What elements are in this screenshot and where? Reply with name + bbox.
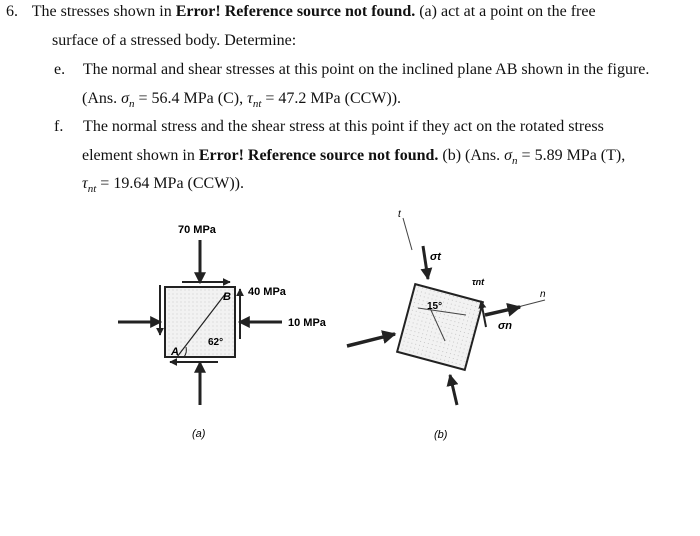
tau-subscript-f: nt <box>87 183 97 196</box>
label-sigma-t: σt <box>430 251 441 263</box>
problem-line-1 <box>6 2 596 22</box>
part-f-line-2 <box>82 146 625 171</box>
problem-number: 6. <box>6 3 18 20</box>
part-f-line-1 <box>54 117 604 137</box>
arrow-left-b <box>347 334 395 346</box>
caption-b: (b) <box>434 429 448 441</box>
figure-b <box>347 209 546 441</box>
label-sigma-n: σn <box>498 320 513 332</box>
error-reference-f: Error! Reference source not found. <box>198 147 439 164</box>
answer-open: (Ans. <box>82 90 122 107</box>
point-a-label: A <box>171 346 179 358</box>
part-f-answer-open: (b) (Ans. <box>438 147 505 164</box>
caption-a: (a) <box>192 428 206 440</box>
element-b-rotated <box>397 284 483 370</box>
part-f-text-2: element shown in <box>82 147 199 164</box>
tau-value-f: = 19.64 MPa (CCW)). <box>96 175 244 192</box>
angle-15-label: 15° <box>427 301 443 312</box>
sigma-subscript: n <box>129 98 135 111</box>
label-10-mpa: 10 MPa <box>288 317 326 329</box>
sigma-subscript-f: n <box>512 155 518 168</box>
label-t: t <box>398 209 401 220</box>
label-n: n <box>540 289 546 300</box>
angle-62-label: 62° <box>208 337 224 348</box>
problem-text: The stresses shown in <box>31 3 176 20</box>
part-e-answer <box>82 89 401 114</box>
t-axis <box>403 218 412 250</box>
part-f-line-3 <box>82 174 244 199</box>
part-e-label: e. <box>54 61 66 78</box>
tau-subscript: nt <box>252 98 262 111</box>
label-tau-nt: τnt <box>472 277 485 287</box>
part-e-line-1 <box>54 60 649 80</box>
arrow-right-b <box>485 307 520 315</box>
label-70-mpa: 70 MPa <box>178 224 216 236</box>
point-b-label: B <box>223 291 231 303</box>
part-e-text: The normal and shear stresses at this point on the inclined plane AB shown in the figure. <box>82 61 650 78</box>
label-40-mpa: 40 MPa <box>248 286 286 298</box>
figure-a <box>118 224 327 440</box>
part-f-text: The normal stress and the shear stress at this point if they act on the rotated stress <box>83 118 604 135</box>
part-f-label: f. <box>54 118 64 135</box>
problem-line-2: surface of a stressed body. Determine: <box>52 32 297 49</box>
tau-symbol-f: τ <box>82 175 88 192</box>
element-b-square <box>397 284 483 370</box>
problem-text-cont: (a) act at a point on the free <box>415 3 596 20</box>
error-reference: Error! Reference source not found. <box>175 3 416 20</box>
sigma-symbol-f: σ <box>504 147 513 164</box>
tau-symbol: τ <box>247 90 253 107</box>
sigma-symbol: σ <box>121 90 129 107</box>
sigma-value: = 56.4 MPa (C), <box>134 90 248 107</box>
arrow-bottom-b <box>450 375 457 405</box>
sigma-value-f: = 5.89 MPa (T), <box>517 147 626 164</box>
stress-element-figure <box>100 205 580 455</box>
tau-value: = 47.2 MPa (CCW)). <box>261 90 402 107</box>
arrow-top-b <box>423 246 428 279</box>
